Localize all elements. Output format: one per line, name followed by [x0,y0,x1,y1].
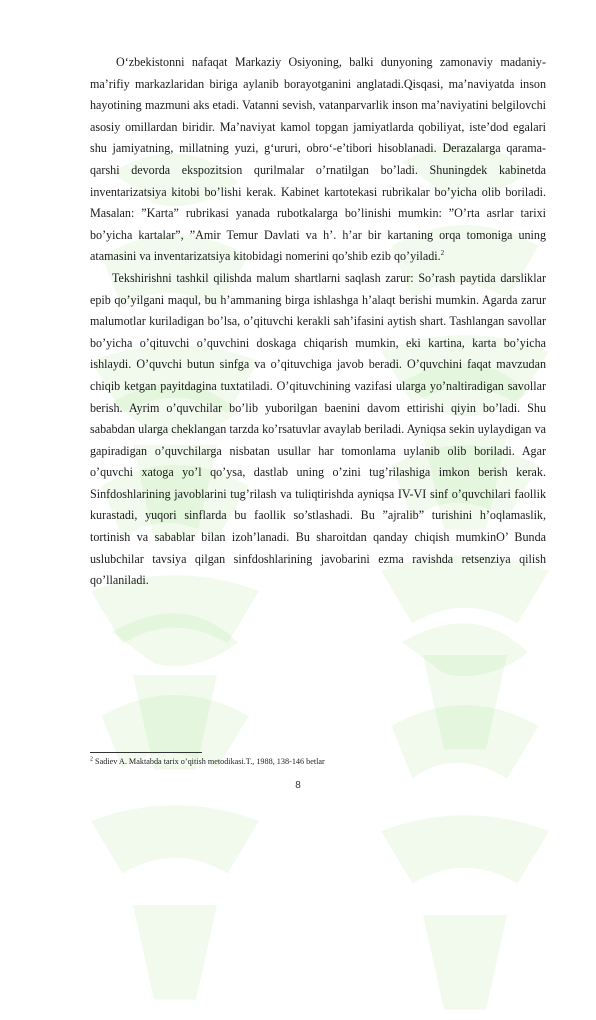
paragraph-1-text: O‘zbekistonni nafaqat Markaziy Osiyoning, balki dunyoning zamonaviy madaniy-ma’rifiy markazlaridan biriga aylanib borayotganini anglatadi.Qisqasi, ma’naviyatda inson hayotining mazmuni aks etadi. Vatanni sevish, vatanparvarlik inson ma’naviyatini belgilovchi asosiy omillardan biridir. Ma’naviyat kamol topgan jamiyatlarda qobiliyat, iste’dod egalari shu jamiyatning, millatning yuzi, g‘ururi, obro‘-e’tibori hisoblanadi. Derazalarga qarama-qarshi devorda ekspozitsion qurilmalar o’rnatilgan bo’ladi. Shuningdek kabinetda inventarizatsiya kitobi bo’lishi kerak. Kabinet kartotekasi rubrikalar bo’yicha olib boriladi. Masalan: ”Karta” rubrikasi yanada rubotkalarga bo’linishi mumkin: ”O’rta asrlar tarixi bo’yicha kartalar”, ”Amir Temur Davlati va h’. h’ar bir kartaning orqa tomoniga uning atamasini va inventarizatsiya kitobidagi nomerini qo’shib ezib qo’yiladi. [90,55,546,264]
footnote-separator [90,752,202,753]
document-body [90,52,546,592]
watermark-leaf-icon [70,590,280,1010]
watermark-leaf-icon [360,600,570,1020]
footnote-reference[interactable]: 2 [440,249,445,258]
footnote [90,756,546,767]
paragraph-2-text: Tekshirishni tashkil qilishda malum shartlarni saqlash zarur: So’rash paytida darsliklar epib qo’yilgani maqul, bu h’ammaning birga ishlashga h’alaqt berishi mumkin. Agarda zarur malumotlar kuriladigan bo’lsa, o’qituvchi kerakli sah’ifasini aytish shart. Tashlangan savollar bo’yicha o’qituvchi o’quvchini doskaga chiqarish mumkin, eki kartina, karta bo’yicha ishlaydi. O’quvchi butun sinfga va o’qituvchiga javob beradi. O’quvchini faqat mavzudan chiqib ketgan payitdagina tuxtatiladi. O’qituvchining vazifasi ularga yo’naltiradigan savollar berish. Ayrim o’quvchilar bo’lib yuborilgan baenini davom ettirishi qiyin bo’ladi. Shu sababdan ularga cheklangan tarzda ko’rsatuvlar avaylab beriladi. Ayniqsa sekin uylaydigan va gapiradigan o’quvchilarga nisbatan usullar har tomonlama uylanib olib boriladi. Agar o’quvchi xatoga yo’l qo’ysa, dastlab uning o’zini tug’rilashiga imkon berish kerak. Sinfdoshlarining javoblarini tug’rilash va tuliqtirishda ayniqsa IV-VI sinf o’quvchilari faollik kurastadi, yuqori sinflarda bu faollik so’stlashadi. Bu ”ajralib” turishini h’oqlamaslik, tortinish va sabablar bilan izoh’lanadi. Bu sharoitdan qanday chiqish mumkinO’ Bunda uslubchilar tavsiya qilgan sinfdoshlarining javobarini ezma ravishda retsenziya qilish qo’llaniladi. [90,270,546,588]
paragraph-1 [90,52,546,268]
footnote-number: 2 [90,756,93,763]
paragraph-2 [90,268,546,592]
footnote-text: Sadiev A. Maktabda tarix o’qitish metodikasi.T., 1988, 138-146 betlar [95,757,325,766]
page-number: 8 [295,780,301,791]
